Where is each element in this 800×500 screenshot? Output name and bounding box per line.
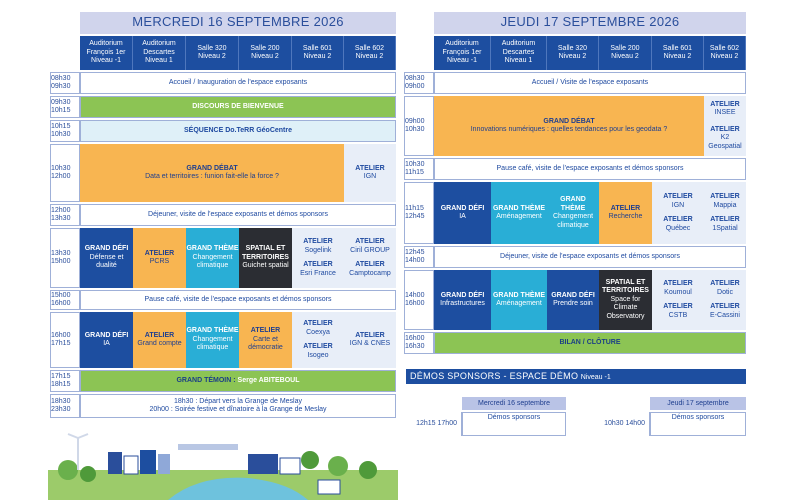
day2-ateliers-salle601-pm: ATELIER Koumoul ATELIER CSTB (652, 270, 704, 330)
day1-lunch: Déjeuner, visite de l'espace exposants et démos sponsors (80, 204, 396, 226)
day2-grand-theme-climat: GRAND THÈME Changement climatique (547, 182, 599, 244)
day2-ateliers-salle601: ATELIER IGN ATELIER Québec (652, 182, 704, 244)
day1-time: 13h30 15h00 (50, 228, 80, 288)
sponsors-day2-label: Démos sponsors (650, 412, 746, 436)
day1-time: 12h00 13h30 (50, 204, 80, 226)
day1-atelier-ign-cnes: ATELIER IGN & CNES (344, 312, 396, 368)
day2-spatial-territoires: SPATIAL ET TERRITOIRES Space for Climate Observatory (599, 270, 652, 330)
day1-atelier-grand-compte: ATELIER Grand compte (133, 312, 186, 368)
day1-atelier-pcrs: ATELIER PCRS (133, 228, 186, 288)
day1-col-3: Salle 320 Niveau 2 (186, 36, 239, 70)
day2-time: 10h30 11h15 (404, 158, 434, 180)
day2-grand-theme-amenagement: GRAND THÈME Aménagement (491, 182, 547, 244)
day1-time: 08h30 09h30 (50, 72, 80, 94)
day1-coffee: Pause café, visite de l'espace exposants et démos sponsors (80, 290, 396, 310)
day1-col-4: Salle 200 Niveau 2 (239, 36, 292, 70)
day1-time: 10h15 10h30 (50, 120, 80, 142)
day1-atelier-carte: ATELIER Carte et démocratie (239, 312, 292, 368)
day1-sequence: SÉQUENCE Do.TeRR GéoCentre (80, 120, 396, 142)
day1-grand-defi-defense: GRAND DÉFI Défense et dualité (80, 228, 133, 288)
day1-ateliers-salle602: ATELIER Ciril GROUP ATELIER Camptocamp (344, 228, 396, 288)
sponsors-day1-time: 12h15 17h00 (406, 412, 462, 436)
day2-ateliers-salle602-pm: ATELIER Dotic ATELIER E-Cassini (704, 270, 746, 330)
day2-col-3: Salle 320 Niveau 2 (547, 36, 599, 70)
day2-time: 08h30 09h00 (404, 72, 434, 94)
day1-grand-theme-climat: GRAND THÈME Changement climatique (186, 228, 239, 288)
day2-title: JEUDI 17 SEPTEMBRE 2026 (434, 12, 746, 34)
day1-time: 10h30 12h00 (50, 144, 80, 202)
day1-col-2: Auditorium Descartes Niveau 1 (133, 36, 186, 70)
day1-ateliers-salle601: ATELIER Sogelink ATELIER Esri France (292, 228, 344, 288)
sponsors-day2-time: 10h30 14h00 (596, 412, 650, 436)
day1-grand-temoin: GRAND TÉMOIN : Serge ABITEBOUL (80, 370, 396, 392)
day2-time: 14h00 16h00 (404, 270, 434, 330)
day1-evening: 18h30 : Départ vers la Grange de Meslay 20h00 : Soirée festive et dînatoire à la Grange de Meslay (80, 394, 396, 418)
day1-welcome: Accueil / Inauguration de l'espace exposants (80, 72, 396, 94)
day2-col-2: Auditorium Descartes Niveau 1 (491, 36, 547, 70)
day1-col-5: Salle 601 Niveau 2 (292, 36, 344, 70)
day1-grand-debat: GRAND DÉBAT Data et territoires : funion fait-elle la force ? (80, 144, 344, 202)
day2-atelier-recherche: ATELIER Recherche (599, 182, 652, 244)
day1-time: 18h30 23h30 (50, 394, 80, 418)
landscape-illustration (48, 430, 398, 500)
day2-time: 11h15 12h45 (404, 182, 434, 244)
day1-time: 15h00 16h00 (50, 290, 80, 310)
day2-time: 09h00 10h30 (404, 96, 434, 156)
sponsors-day2-header: Jeudi 17 septembre (650, 397, 746, 410)
day2-time: 16h00 16h30 (404, 332, 434, 354)
day2-grand-defi-infra: GRAND DÉFI Infrastructures (434, 270, 491, 330)
day2-grand-defi-soin: GRAND DÉFI Prendre soin (547, 270, 599, 330)
day1-time: 17h15 18h15 (50, 370, 80, 392)
day1-grand-theme-climat-2: GRAND THÈME Changement climatique (186, 312, 239, 368)
day1-time: 16h00 17h15 (50, 312, 80, 368)
day1-keynote: DISCOURS DE BIENVENUE (80, 96, 396, 118)
day2-coffee: Pause café, visite de l'espace exposants et démos sponsors (434, 158, 746, 180)
day2-col-4: Salle 200 Niveau 2 (599, 36, 652, 70)
day1-col-1: Auditorium François 1er Niveau -1 (80, 36, 133, 70)
day2-closing: BILAN / CLÔTURE (434, 332, 746, 354)
day2-col-5: Salle 601 Niveau 2 (652, 36, 704, 70)
sponsors-day1-header: Mercredi 16 septembre (462, 397, 566, 410)
day1-time: 09h30 10h15 (50, 96, 80, 118)
day2-grand-defi-ia: GRAND DÉFI IA (434, 182, 491, 244)
day1-ateliers-salle601-pm: ATELIER Coexya ATELIER Isogeo (292, 312, 344, 368)
sponsors-title-bar: DÉMOS SPONSORS - ESPACE DÉMO Niveau -1 (406, 369, 746, 384)
sponsors-day1-label: Démos sponsors (462, 412, 566, 436)
day2-ateliers-salle602: ATELIER Mappia ATELIER 1Spatial (704, 182, 746, 244)
day2-grand-theme-amenagement-pm: GRAND THÈME Aménagement (491, 270, 547, 330)
day1-spatial-territoires: SPATIAL ET TERRITOIRES Guichet spatial (239, 228, 292, 288)
day2-time: 12h45 14h00 (404, 246, 434, 268)
day2-grand-debat: GRAND DÉBAT Innovations numériques : quelles tendances pour les geodata ? (434, 96, 704, 156)
day2-welcome: Accueil / Visite de l'espace exposants (434, 72, 746, 94)
day2-col-1: Auditorium François 1er Niveau -1 (434, 36, 491, 70)
day2-lunch: Déjeuner, visite de l'espace exposants et démos sponsors (434, 246, 746, 268)
day1-title: MERCREDI 16 SEPTEMBRE 2026 (80, 12, 396, 34)
day2-col-6: Salle 602 Niveau 2 (704, 36, 746, 70)
day1-grand-defi-ia: GRAND DÉFI IA (80, 312, 133, 368)
day1-col-6: Salle 602 Niveau 2 (344, 36, 396, 70)
day2-ateliers-insee-k2: ATELIER INSEE ATELIER K2 Geospatial (704, 96, 746, 156)
day1-atelier-ign: ATELIER IGN (344, 144, 396, 202)
